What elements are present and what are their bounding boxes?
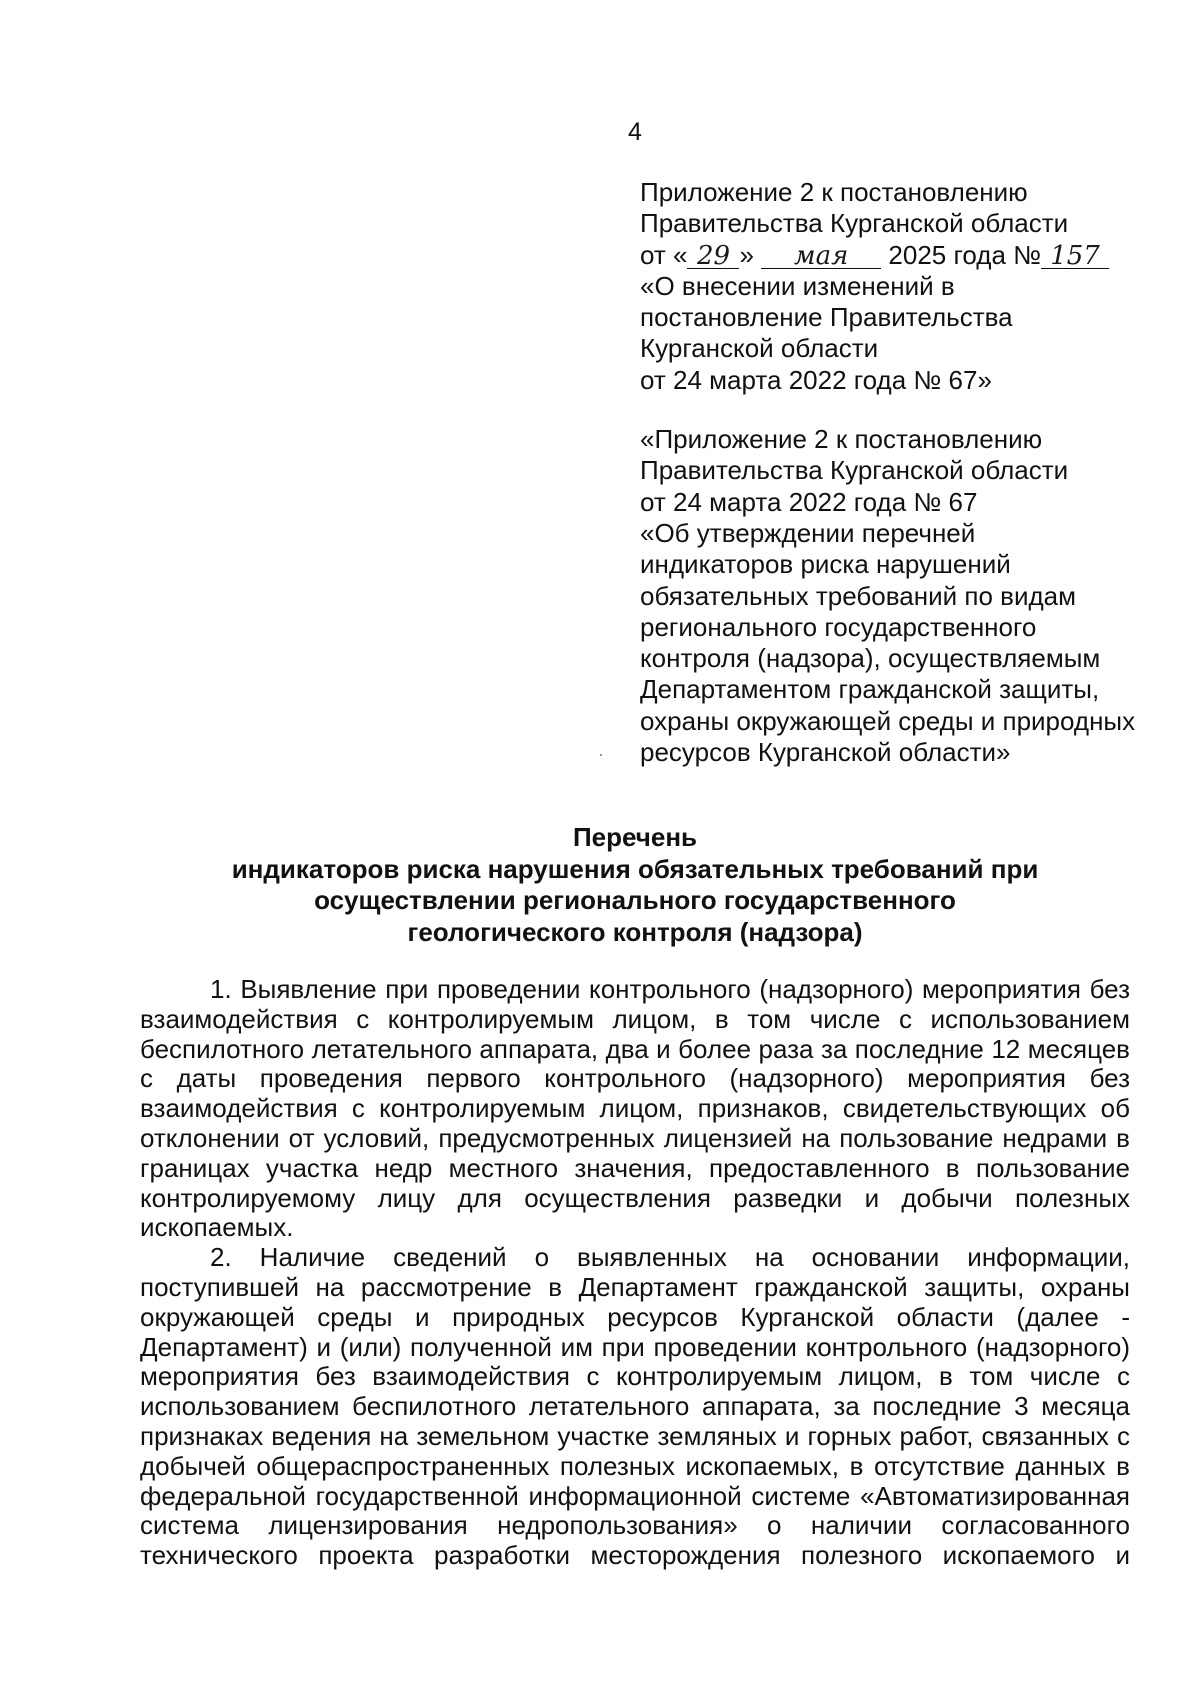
annex-header: [640, 177, 1160, 768]
annex-line: от 24 марта 2022 года № 67: [640, 486, 978, 517]
paragraph-2: [140, 1243, 1130, 1571]
handwritten-month: мая: [761, 244, 881, 269]
annex-line: «Об утверждении перечней: [640, 517, 976, 548]
annex-line: «Приложение 2 к постановлению: [640, 424, 1043, 455]
annex-line: Правительства Курганской области: [640, 208, 1069, 239]
annex-line: постановление Правительства: [640, 302, 1013, 333]
paragraph-line: с даты проведения первого контрольного (надзорного) мероприятия без: [140, 1064, 1130, 1094]
title-line: геологического контроля (надзора): [407, 916, 863, 947]
paragraph-line: контролируемому лицу для осуществления разведки и добычи полезных: [140, 1183, 1130, 1213]
paragraph-line: Департамент) и (или) полученной им при проведении контрольного (надзорного): [140, 1332, 1130, 1362]
annex-line: ресурсов Курганской области»: [640, 737, 1011, 768]
annex-line: «О внесении изменений в: [640, 270, 955, 301]
paragraph-line: взаимодействия с контролируемым лицом, признаков, свидетельствующих об: [140, 1094, 1130, 1124]
paragraph-1: [140, 975, 1130, 1243]
title-line: индикаторов риска нарушения обязательных требований при: [231, 853, 1039, 884]
date-year: 2025 года №: [888, 239, 1042, 270]
paragraph-line: 2. Наличие сведений о выявленных на основании информации,: [210, 1243, 1130, 1273]
date-mid: »: [739, 239, 754, 270]
annex-line: охраны окружающей среды и природных: [640, 705, 1136, 736]
handwritten-day: 29: [687, 244, 739, 269]
paragraph-line: беспилотного летательного аппарата, два и более раза за последние 12 месяцев: [140, 1034, 1130, 1064]
document-title: [140, 822, 1130, 948]
paragraph-line: 1. Выявление при проведении контрольного (надзорного) мероприятия без: [210, 975, 1130, 1004]
title-line: осуществлении регионального государственного: [314, 885, 956, 915]
paragraph-line: добычей общераспространенных полезных ископаемых, в отсутствие данных в: [140, 1451, 1130, 1481]
annex-line: регионального государственного: [640, 611, 1037, 642]
title-line: Перечень: [572, 822, 698, 852]
document-body: [140, 975, 1130, 1571]
annex-line: Департаментом гражданской защиты,: [640, 674, 1100, 705]
handwritten-number: 157: [1041, 244, 1109, 269]
paragraph-line: федеральной государственной информационной системе «Автоматизированная: [140, 1481, 1130, 1511]
annex-line: Правительства Курганской области: [640, 455, 1069, 486]
paragraph-line: поступившей на рассмотрение в Департамент гражданской защиты, охраны: [140, 1272, 1130, 1302]
paragraph-line: признаках ведения на земельном участке земляных и горных работ, связанных с: [140, 1421, 1130, 1451]
annex-line: контроля (надзора), осуществляемым: [640, 643, 1101, 674]
scan-speck: [600, 754, 602, 756]
page-number: 4: [628, 118, 642, 146]
paragraph-line: отклонении от условий, предусмотренных лицензией на пользование недрами в: [140, 1123, 1130, 1153]
date-prefix: от «: [640, 239, 688, 270]
paragraph-line: окружающей среды и природных ресурсов Курганской области (далее -: [140, 1302, 1130, 1332]
paragraph-line: ископаемых.: [140, 1213, 294, 1243]
annex-line: от 24 марта 2022 года № 67»: [640, 364, 992, 395]
annex-line: Курганской области: [640, 333, 879, 364]
paragraph-line: использованием беспилотного летательного аппарата, за последние 3 месяца: [140, 1392, 1130, 1422]
paragraph-line: система лицензирования недропользования» о наличии согласованного: [140, 1511, 1130, 1541]
annex-line: обязательных требований по видам: [640, 580, 1076, 611]
paragraph-line: технического проекта разработки месторождения полезного ископаемого и: [140, 1541, 1130, 1571]
annex-date-line: [640, 240, 1160, 271]
paragraph-line: взаимодействия с контролируемым лицом, в том числе с использованием: [140, 1004, 1130, 1034]
annex-spacer: [640, 396, 1160, 424]
paragraph-line: мероприятия без взаимодействия с контролируемым лицом, в том числе с: [140, 1362, 1130, 1392]
paragraph-line: границах участка недр местного значения, предоставленного в пользование: [140, 1153, 1130, 1183]
annex-line: Приложение 2 к постановлению: [640, 177, 1028, 207]
annex-line: индикаторов риска нарушений: [640, 549, 1011, 580]
